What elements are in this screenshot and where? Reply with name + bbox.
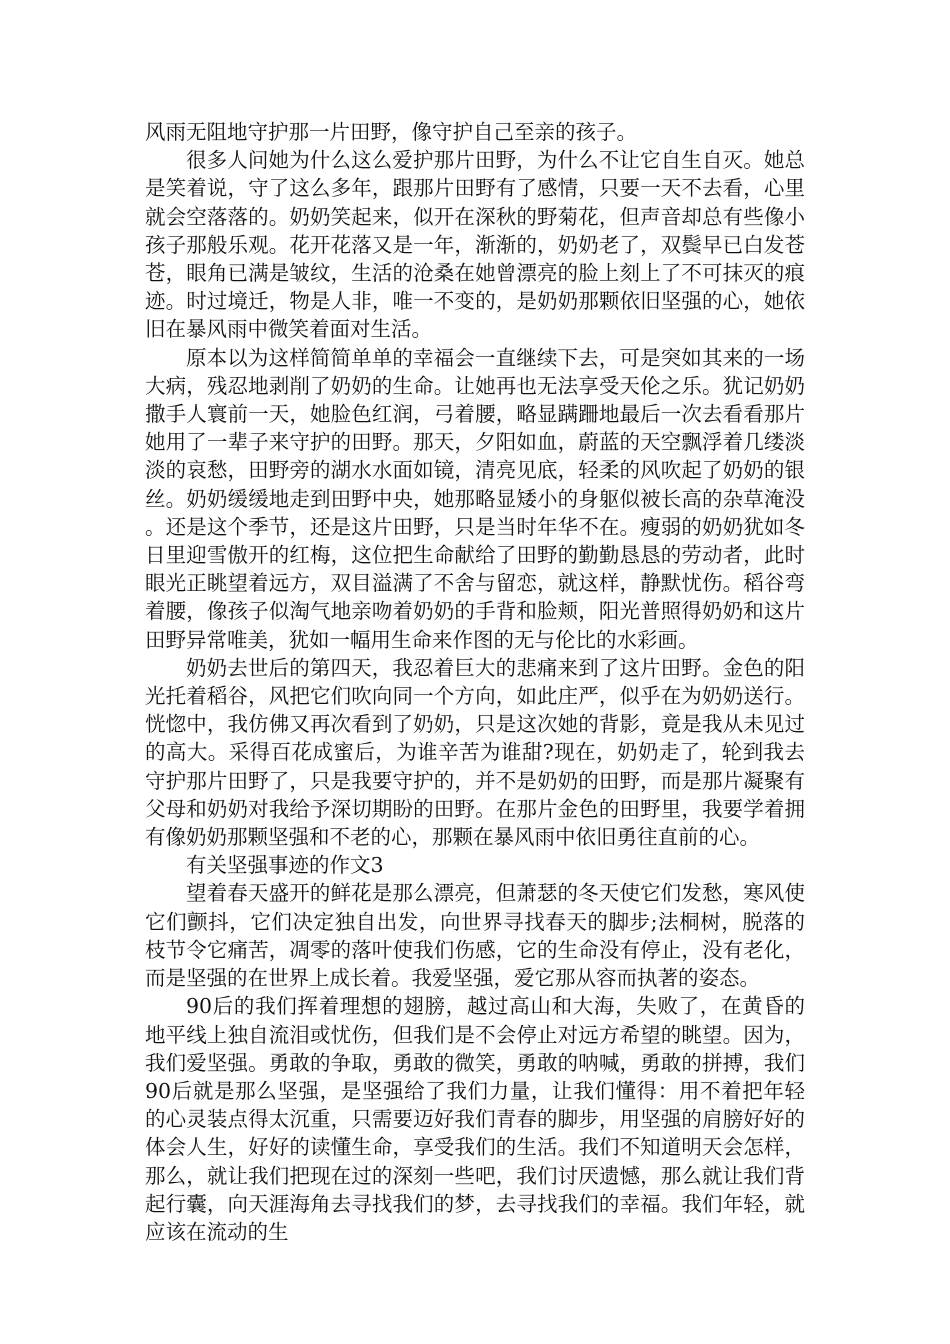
paragraph-5: 望着春天盛开的鲜花是那么漂亮，但萧瑟的冬天使它们发愁，寒风使它们颤抖，它们决定独自出发，向世界寻找春天的脚步;法桐树，脱落的枝节令它痛苦，凋零的落叶使我们伤感，它的生命没有停止，没有老化，而是坚强的在世界上成长着。我爱坚强，爱它那从容而执著的姿态。	[145, 881, 805, 991]
paragraph-3: 原本以为这样简简单单的幸福会一直继续下去，可是突如其来的一场大病，残忍地剥削了奶奶的生命。让她再也无法享受天伦之乐。犹记奶奶撒手人寰前一天，她脸色红润，弓着腰，略显蹒跚地最后一次去看看那片她用了一辈子来守护的田野。那天，夕阳如血，蔚蓝的天空飘浮着几缕淡淡的哀愁，田野旁的湖水水面如镜，清亮见底，轻柔的风吹起了奶奶的银丝。奶奶缓缓地走到田野中央，她那略显矮小的身躯似被长高的杂草淹没。还是这个季节，还是这片田野，只是当时年华不在。瘦弱的奶奶犹如冬日里迎雪傲开的红梅，这位把生命献给了田野的勤勤恳恳的劳动者，此时眼光正眺望着远方，双目溢满了不舍与留恋，就这样，静默忧伤。稻谷弯着腰，像孩子似淘气地亲吻着奶奶的手背和脸颊，阳光普照得奶奶和这片田野异常唯美，犹如一幅用生命来作图的无与伦比的水彩画。	[145, 345, 805, 652]
essay-text-body	[145, 118, 805, 1246]
paragraph-2: 很多人问她为什么这么爱护那片田野，为什么不让它自生自灭。她总是笑着说，守了这么多年，跟那片田野有了感情，只要一天不去看，心里就会空落落的。奶奶笑起来，似开在深秋的野菊花，但声音却总有些像小孩子那般乐观。花开花落又是一年，渐渐的，奶奶老了，双鬓早已白发苍苍，眼角已满是皱纹，生活的沧桑在她曾漂亮的脸上刻上了不可抹灭的痕迹。时过境迁，物是人非，唯一不变的，是奶奶那颗依旧坚强的心，她依旧在暴风雨中微笑着面对生活。	[145, 148, 805, 342]
paragraph-6: 90后的我们挥着理想的翅膀，越过高山和大海，失败了，在黄昏的地平线上独自流泪或忧伤，但我们是不会停止对远方希望的眺望。因为，我们爱坚强。勇敢的争取，勇敢的微笑，勇敢的呐喊，勇敢的拼搏，我们90后就是那么坚强，是坚强给了我们力量，让我们懂得：用不着把年轻的心灵装点得太沉重，只需要迈好我们青春的脚步，用坚强的肩膀好好的体会人生，好好的读懂生命，享受我们的生活。我们不知道明天会怎样，那么，就让我们把现在过的深刻一些吧，我们讨厌遗憾，那么就让我们背起行囊，向天涯海角去寻找我们的梦，去寻找我们的幸福。我们年轻，就应该在流动的生	[145, 994, 805, 1244]
paragraph-1: 风雨无阻地守护那一片田野，像守护自己至亲的孩子。	[145, 120, 637, 144]
section-heading: 有关坚强事迹的作文3	[186, 853, 384, 878]
paragraph-4: 奶奶去世后的第四天，我忍着巨大的悲痛来到了这片田野。金色的阳光托着稻谷，风把它们吹向同一个方向，如此庄严，似乎在为奶奶送行。恍惚中，我仿佛又再次看到了奶奶，只是这次她的背影，竟是我从未见过的高大。采得百花成蜜后，为谁辛苦为谁甜?现在，奶奶走了，轮到我去守护那片田野了，只是我要守护的，并不是奶奶的田野，而是那片凝聚有父母和奶奶对我给予深切期盼的田野。在那片金色的田野里，我要学着拥有像奶奶那颗坚强和不老的心，那颗在暴风雨中依旧勇往直前的心。	[145, 655, 805, 850]
